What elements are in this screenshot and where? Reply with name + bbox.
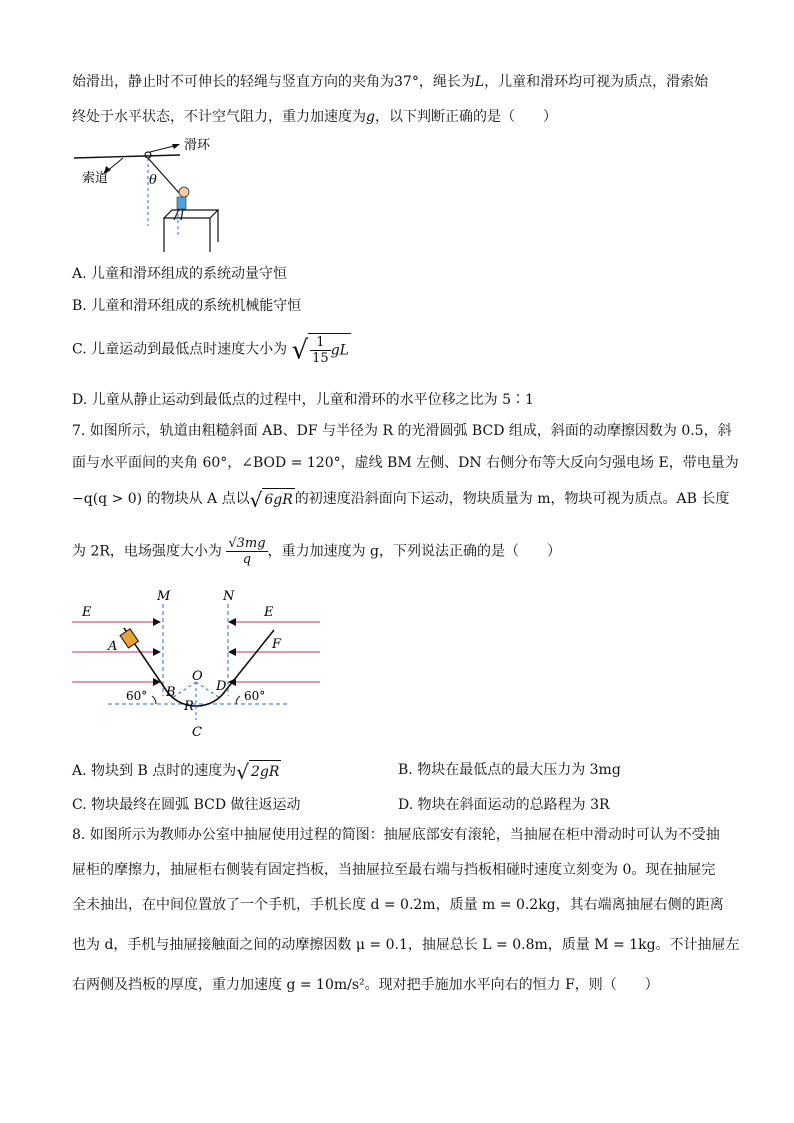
label-angle-right: 60° (244, 689, 266, 703)
sqrt-expression: √ 2gR (236, 760, 280, 784)
label-M: M (157, 589, 171, 604)
q8-stem-line4: 也为 d，手机与抽屉接触面之间的动摩擦因数 μ = 0.1，抽屉总长 L = 0.8m，质量 M = 1kg。不计抽屉左 (72, 937, 740, 953)
q8-stem-line3: 全未抽出，在中间位置放了一个手机，手机长度 d = 0.2m，质量 m = 0.2kg，其右端离抽屉右侧的距离 (72, 897, 724, 913)
var-L: L (474, 74, 485, 90)
q6-stem-line2: 终处于水平状态，不计空气阻力，重力加速度为g，以下判断正确的是（ ） (72, 109, 557, 125)
slide-ring (145, 152, 151, 158)
right-field-lines (228, 618, 320, 686)
q7-stem-line1: 7. 如图所示，轨道由粗糙斜面 AB、DF 与半径为 R 的光滑圆弧 BCD 组成，斜面的动摩擦因数为 0.5，斜 (72, 423, 732, 439)
label-B: B (166, 685, 176, 700)
q7-stem-line2: 面与水平面间的夹角 60°，∠BOD = 120°，虚线 BM 左侧、DN 右侧分布等大反向匀强电场 E，带电量为 (72, 455, 739, 471)
q7-stem-line3: −q(q > 0) 的物块从 A 点以√ 6gR 的初速度沿斜面向下运动，物块质量为 m，物块可视为质点。AB 长度 (72, 488, 730, 512)
q7-option-c: C. 物块最终在圆弧 BCD 做往返运动 (72, 797, 301, 813)
q6-zipline-figure (68, 134, 228, 256)
q7-stem-line4: 为 2R，电场强度大小为 $\frac{√3mg}{q}$ ，重力加速度为 g，下列说法正确的是（ ） (72, 536, 561, 567)
angle-arc-right (236, 696, 240, 704)
child-figure (174, 187, 189, 220)
platform-box (164, 210, 218, 252)
q8-stem-line2: 屉柜的摩擦力，抽屉柜右侧装有固定挡板，当抽屉拉至最右端与挡板相碰时速度立刻变为 0。现在抽屉完 (72, 862, 716, 878)
angle-arc-left (152, 696, 156, 704)
q7-track-figure (68, 586, 328, 742)
radius-OB (172, 682, 196, 698)
q6-option-b: B. 儿童和滑环组成的系统机械能守恒 (72, 298, 302, 314)
cable-line (74, 155, 180, 158)
label-E-left: E (82, 605, 92, 620)
q7-option-d: D. 物块在斜面运动的总路程为 3R (398, 797, 610, 813)
label-ring: 滑环 (184, 138, 211, 153)
label-N: N (223, 589, 235, 604)
q8-stem-line5: 右两侧及挡板的厚度，重力加速度 g = 10m/s²。现对把手施加水平向右的恒力 F，则（ ） (72, 977, 659, 993)
label-A: A (108, 639, 118, 654)
q6-option-c: C. 儿童运动到最低点时速度大小为 √ $\frac{1}{15}$ gL (72, 335, 349, 366)
label-O: O (192, 669, 203, 684)
ring-arrow-head (172, 144, 180, 149)
q8-stem-line1: 8. 如图所示为教师办公室中抽屉使用过程的简图：抽屉底部安有滚轮，当抽屉在柜中滑动时可认为不受抽 (72, 827, 720, 843)
label-cable: 索道 (82, 171, 109, 186)
label-C: C (192, 725, 202, 740)
label-D: D (216, 679, 227, 694)
q7-option-a: A. 物块到 B 点时的速度为√ 2gR (72, 760, 280, 784)
fraction: $\frac{1}{15}$ (312, 335, 329, 366)
q6-option-a: A. 儿童和滑环组成的系统动量守恒 (72, 266, 288, 282)
label-angle-left: 60° (126, 689, 148, 703)
label-F: F (272, 637, 282, 652)
label-theta: θ (149, 173, 157, 188)
label-R: R (184, 699, 194, 714)
q7-option-b: B. 物块在最低点的最大压力为 3mg (398, 762, 621, 778)
fraction: $\frac{√3mg}{q}$ (228, 536, 266, 567)
sqrt-expression: √ $\frac{1}{15}$ gL (291, 335, 349, 366)
var-g: g (366, 109, 375, 125)
q6-stem-line1: 始滑出，静止时不可伸长的轻绳与竖直方向的夹角为37°，绳长为L，儿童和滑环均可视为质点，滑索始 (72, 74, 709, 90)
sqrt-expression: √ 6gR (249, 488, 293, 512)
label-E-right: E (264, 605, 274, 620)
q6-option-d: D. 儿童从静止运动到最低点的过程中，儿童和滑环的水平位移之比为 5∶1 (72, 392, 534, 408)
